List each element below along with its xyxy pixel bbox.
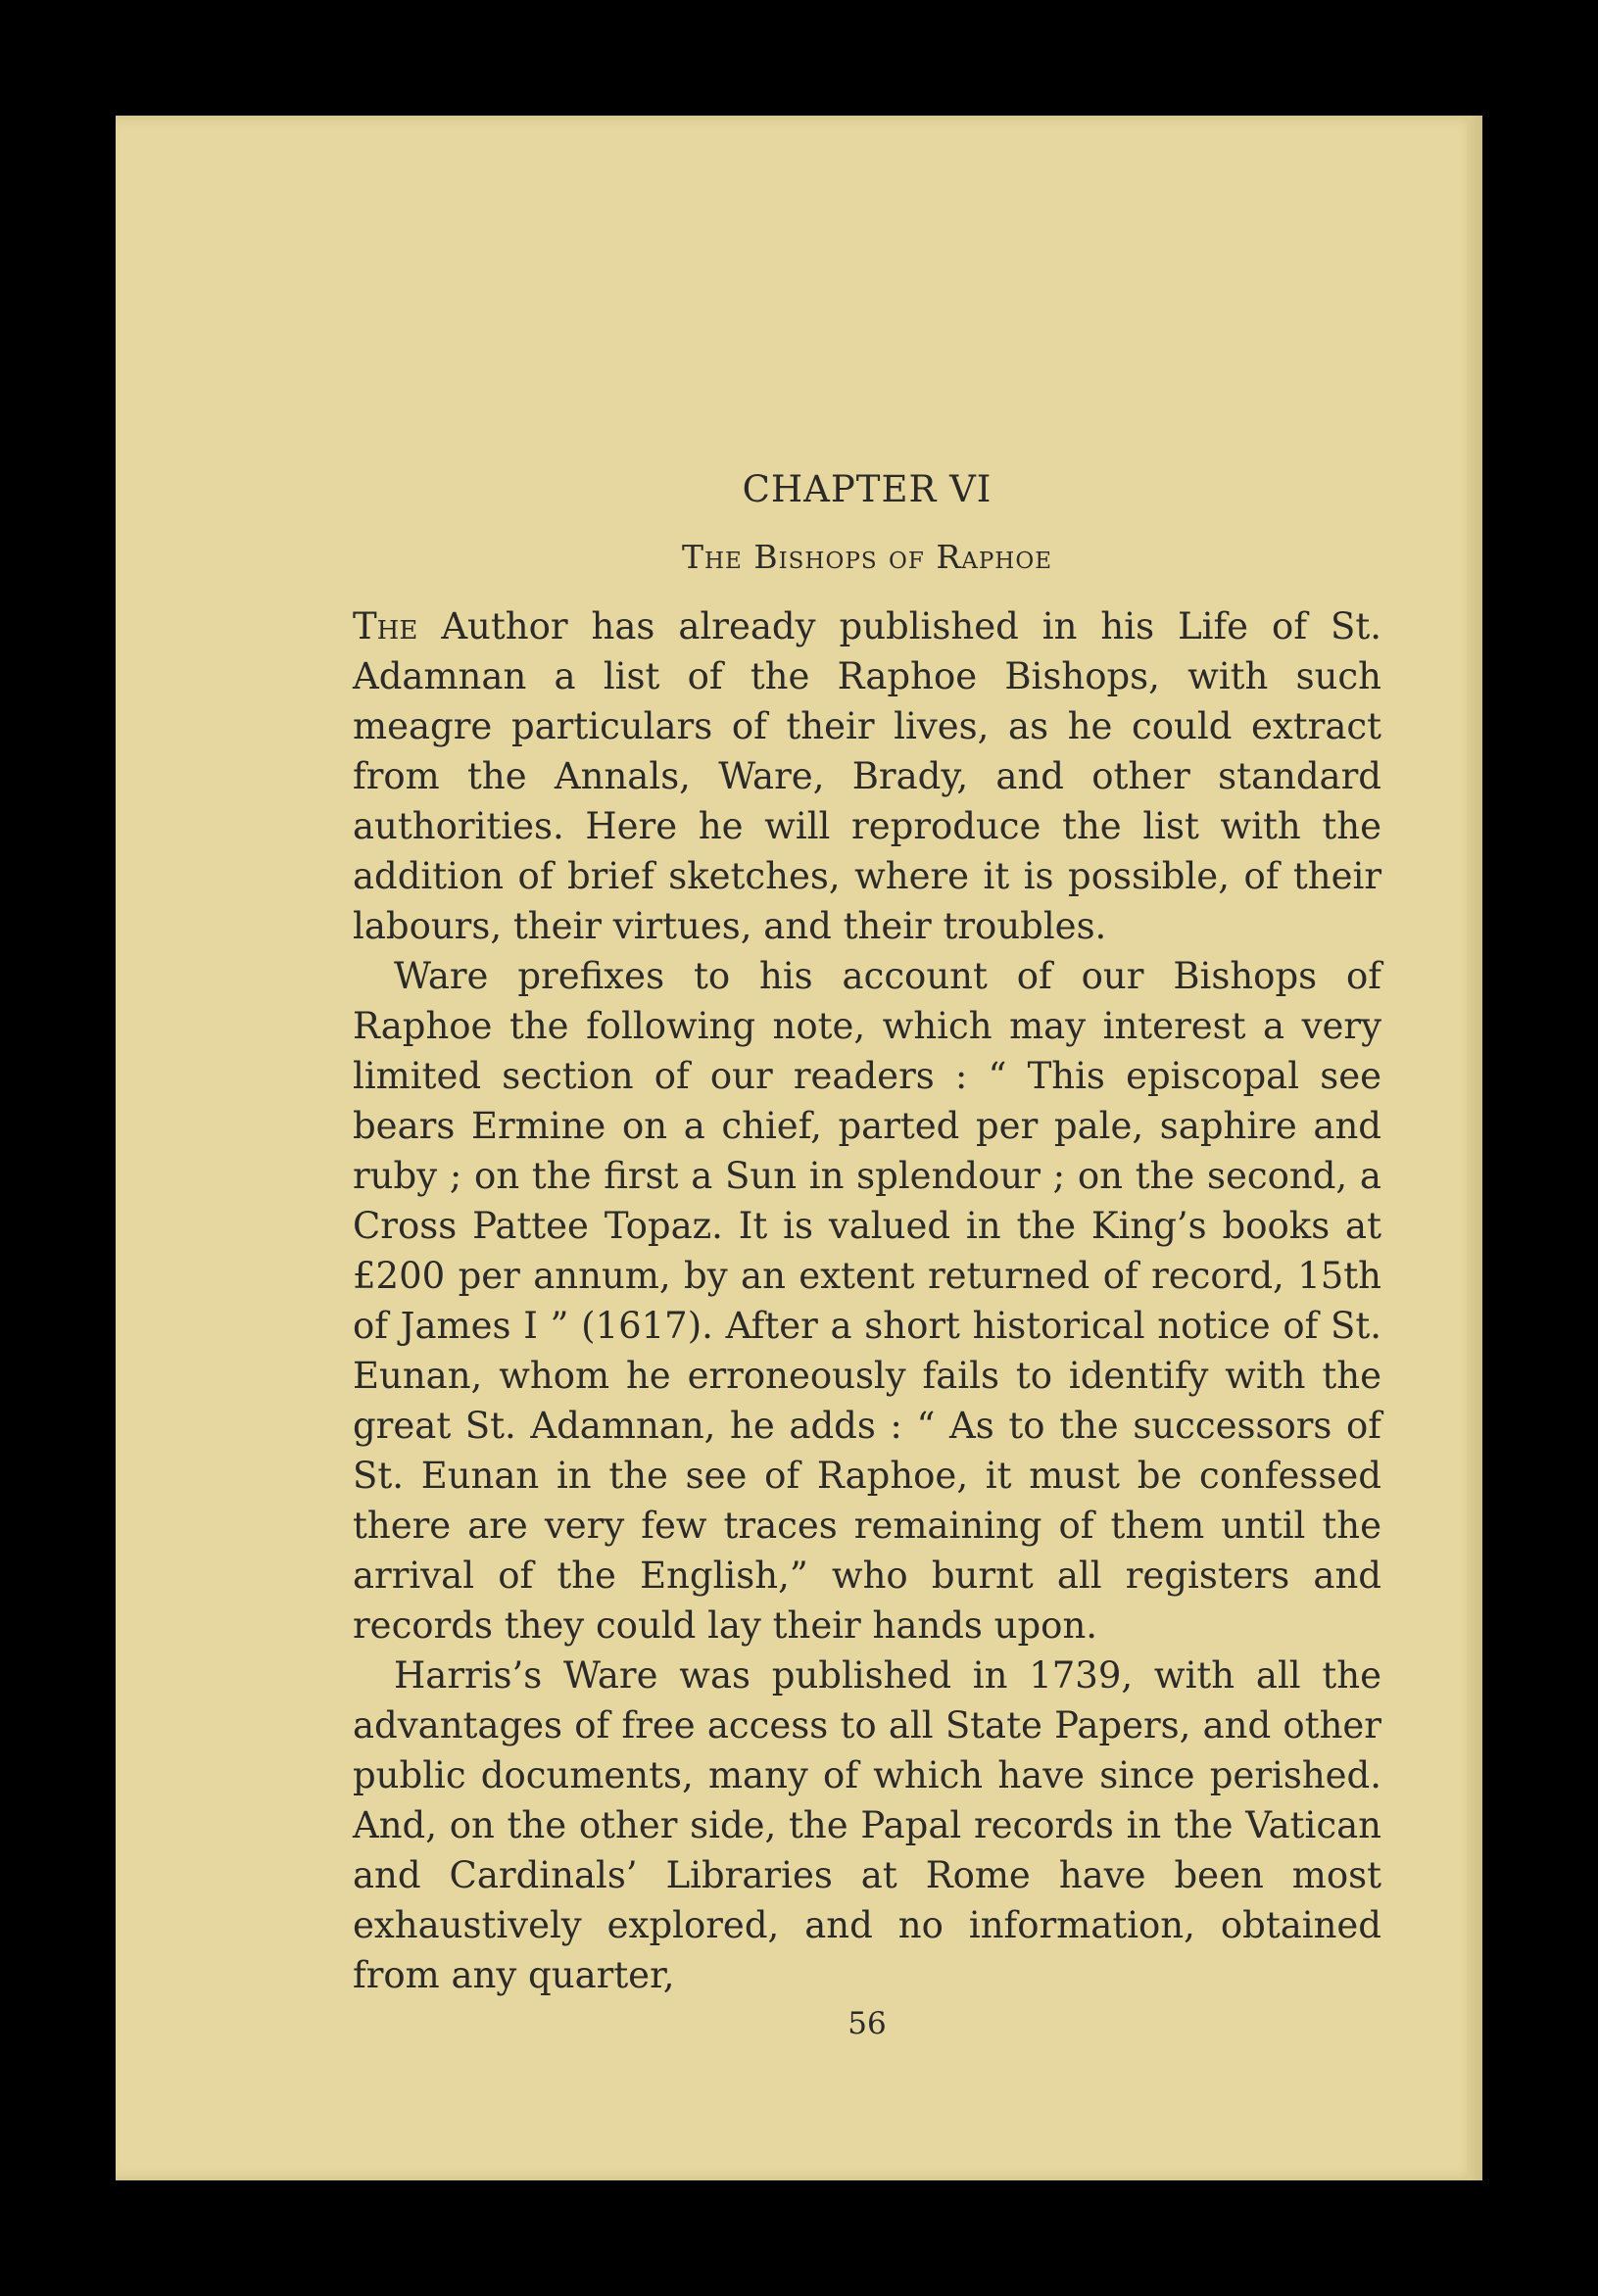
book-page <box>116 116 1482 2180</box>
paragraph-2: Ware prefixes to his account of our Bishops of Raphoe the following note, which may interest a very limited section of our readers : “ This episcopal see bears Ermine on a chief, parted per pale, saphire and ruby ; on the first a Sun in splendour ; on the second, a Cross Pattee Topaz. It is valued in the King’s books at £200 per annum, by an extent returned of record, 15th of James I ” (1617). After a short historical notice of St. Eunan, whom he erroneously fails to identify with the great St. Adamnan, he adds : “ As to the successors of St. Eunan in the see of Raphoe, it must be confessed there are very few traces remaining of them until the arrival of the English,” who burnt all registers and records they could lay their hands upon. <box>353 955 1381 1647</box>
paragraph-1-text: Author has already published in his Life of St. Adamnan a list of the Raphoe Bishops, with such meagre particulars of their lives, as he could extract from the Annals, Ware, Brady, and other standard authorities. Here he will reproduce the list with the addition of brief sketches, where it is possible, of their labours, their virtues, and their troubles. <box>353 605 1381 947</box>
paragraph-lead-word: The <box>353 605 418 647</box>
page-number: 56 <box>847 2006 887 2041</box>
chapter-heading: CHAPTER VI <box>742 468 993 510</box>
text-column <box>353 468 1381 2041</box>
paragraph-1 <box>353 601 1381 951</box>
page-edge <box>1467 116 1482 2180</box>
chapter-title: The Bishops of Raphoe <box>681 538 1052 576</box>
paragraph-3: Harris’s Ware was published in 1739, with all the advantages of free access to all State Papers, and other public documents, many of which have since perished. And, on the other side, the Papal records in the Vatican and Cardinals’ Libraries at Rome have been most exhaustively explored, and no information, obtained from any quarter, <box>353 1654 1381 1996</box>
